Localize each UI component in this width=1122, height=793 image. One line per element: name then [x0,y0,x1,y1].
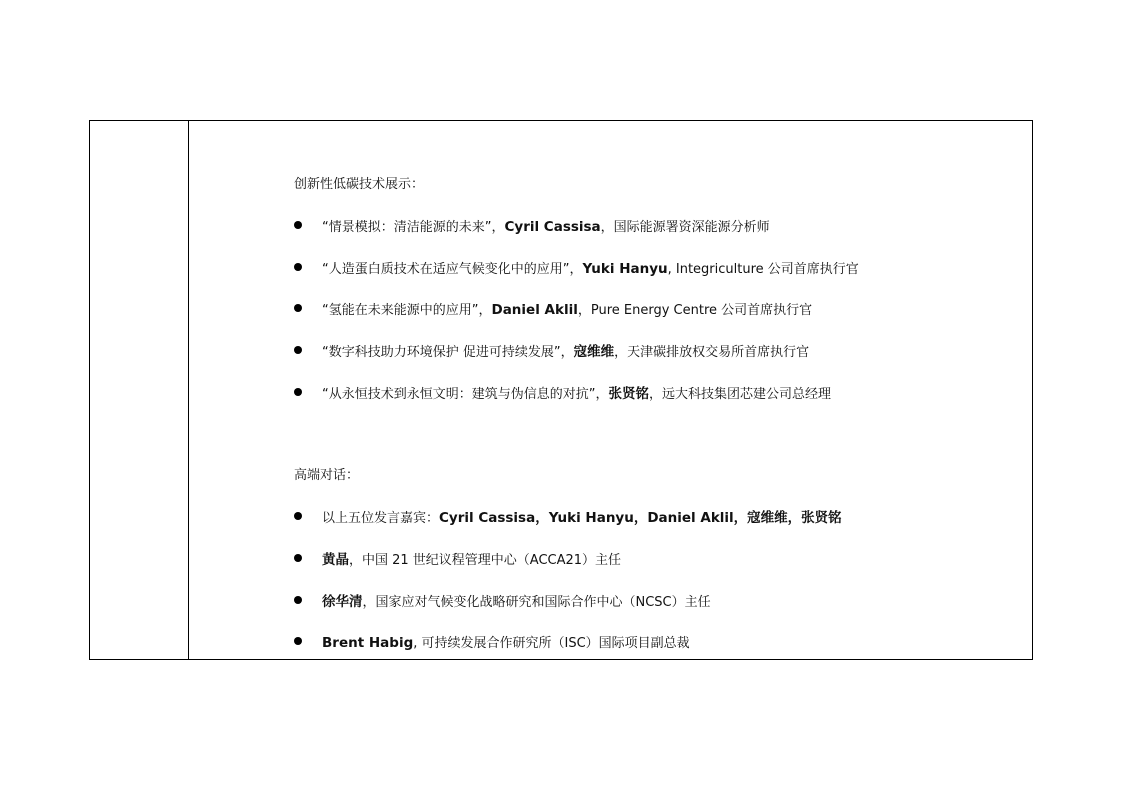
list-item-text [322,340,809,360]
speaker-affiliation: ，国家应对气候变化战略研究和国际合作中心（NCSC）主任 [362,595,711,610]
speaker-affiliation: , Integriculture 公司首席执行官 [667,261,859,277]
list-item-text [322,299,812,318]
list-item [294,299,812,317]
list-item [294,549,621,567]
bullet-icon [294,388,302,396]
talk-title: “情景模拟：清洁能源的未来”， [322,219,505,235]
table-left-cell [90,121,189,659]
bullet-icon [294,263,302,271]
bullet-icon [294,637,302,645]
list-item-text [322,590,711,610]
talk-title: “氢能在未来能源中的应用”， [322,302,492,318]
section-heading-dialogue: 高端对话： [294,468,360,483]
list-item [294,507,842,525]
speaker-name: Daniel Aklil [491,301,578,318]
speaker-names: Cyril Cassisa，Yuki Hanyu，Daniel Aklil，寇维维，张贤铭 [439,510,842,526]
talk-title: “数字科技助力环境保护 促进可持续发展”， [322,345,574,360]
speaker-affiliation: ，天津碳排放权交易所首席执行官 [614,345,810,360]
speaker-name: 张贤铭 [608,386,649,402]
list-item-text [322,506,842,526]
item-intro: 以上五位发言嘉宾： [322,511,440,526]
list-item [294,341,809,359]
speaker-name: Yuki Hanyu [582,260,668,277]
section-heading-tech-showcase: 创新性低碳技术展示： [294,177,425,192]
list-item [294,258,859,276]
speaker-name: 黄晶 [322,552,349,568]
bullet-icon [294,512,302,520]
speaker-affiliation: ，中国 21 世纪议程管理中心（ACCA21）主任 [349,553,622,568]
speaker-affiliation: , 可持续发展合作研究所（ISC）国际项目副总裁 [413,635,690,651]
list-item-text [322,382,831,402]
list-item [294,383,831,401]
list-item [294,632,690,650]
bullet-icon [294,221,302,229]
agenda-table [89,120,1033,660]
bullet-icon [294,304,302,312]
list-item-text [322,632,690,651]
bullet-icon [294,346,302,354]
speaker-name: 徐华清 [322,594,363,610]
list-item-text [322,548,621,568]
table-content-cell [189,121,1032,659]
speaker-name: 寇维维 [573,344,615,360]
speaker-name: Brent Habig [322,634,414,651]
talk-title: “人造蛋白质技术在适应气候变化中的应用”， [322,261,583,277]
list-item [294,216,770,234]
list-item [294,591,711,609]
speaker-affiliation: ，国际能源署资深能源分析师 [600,219,770,235]
speaker-name: Cyril Cassisa [504,218,601,235]
list-item-text [322,258,859,277]
speaker-affiliation: ，远大科技集团芯建公司总经理 [648,387,831,402]
list-item-text [322,216,770,235]
talk-title: “从永恒技术到永恒文明：建筑与伪信息的对抗”， [322,387,609,402]
speaker-affiliation: ，Pure Energy Centre 公司首席执行官 [577,302,813,318]
bullet-icon [294,596,302,604]
bullet-icon [294,554,302,562]
